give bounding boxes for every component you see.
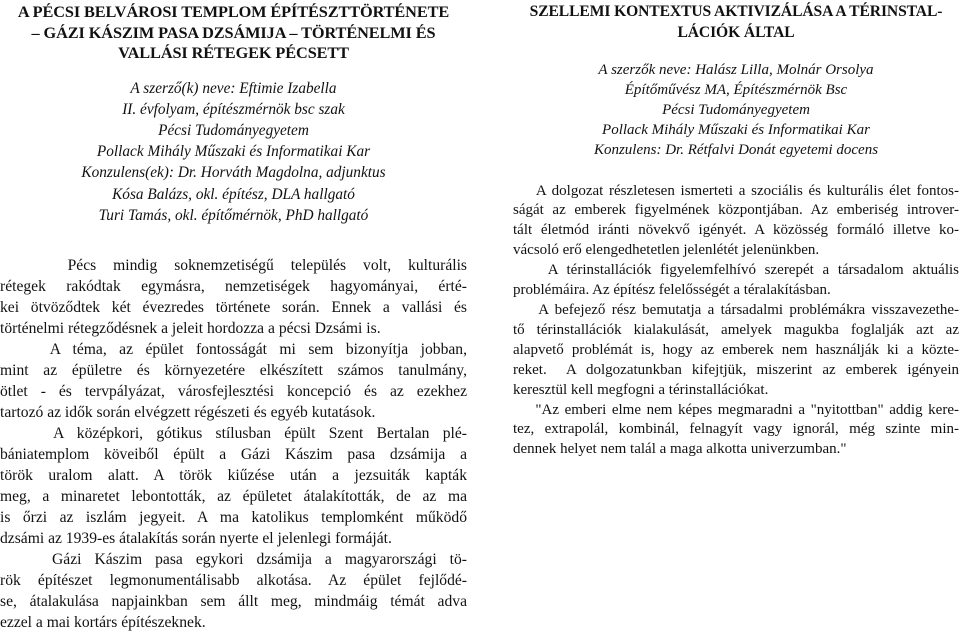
left-paragraph-line: török uralom alatt. A török kiűzése után a jezsuiták kapták — [0, 466, 467, 484]
right-paragraph-line: "Az emberi elme nem képes megmaradni a "nyitottban" addig kere- — [513, 401, 959, 418]
left-paragraph-line: is őrzi az iszlám jegyeit. A ma katolikus templomként működő — [0, 508, 467, 526]
right-author-line: Pécsi Tudományegyetem — [662, 101, 810, 118]
right-paragraph — [513, 401, 959, 461]
right-author-block — [513, 61, 959, 161]
left-paragraph-line: Pécs mindig soknemzetiségű település volt, kulturális — [0, 256, 467, 274]
right-author-line: Pollack Mihály Műszaki és Informatikai Kar — [602, 121, 870, 138]
left-paragraph-line: ötlet - és tervpályázat, városfejlesztési koncepció és az ezekhez — [0, 382, 467, 400]
right-paragraph-line: A befejező rész bemutatja a társadalmi problémákra visszavezethe- — [513, 301, 959, 318]
right-paragraph-line: A térinstallációk figyelemfelhívó szerepét a társadalom aktuális — [513, 262, 959, 279]
left-paragraph — [0, 549, 467, 633]
left-author-line: Konzulens(ek): Dr. Horváth Magdolna, adjunktus — [81, 164, 386, 182]
left-author-line: Pécsi Tudományegyetem — [158, 121, 309, 139]
left-paragraph — [0, 423, 467, 549]
right-article — [513, 2, 959, 460]
left-article-body — [0, 255, 467, 633]
left-paragraph-line: kei ötvöződtek két évezredes története során. Ennek a vallási és — [0, 298, 467, 316]
left-paragraph-line: A középkori, gótikus stílusban épült Szent Bertalan plé- — [0, 424, 467, 442]
right-paragraph-line: dennek helyet nem talál a maga alkotta univerzumban." — [513, 441, 847, 458]
right-paragraph-line: ságát az emberek figyelmének központjában. Az emberiség introver- — [513, 202, 959, 219]
left-title-line: A PÉCSI BELVÁROSI TEMPLOM ÉPÍTÉSZTTÖRTÉNETE — [17, 2, 450, 21]
right-paragraph — [513, 301, 959, 401]
left-author-block — [0, 78, 467, 226]
left-paragraph — [0, 339, 467, 423]
left-article-title — [0, 2, 467, 64]
right-paragraph-line: vácsoló erő elengedhetetlen jelenlétét jelenünkben. — [513, 242, 820, 259]
left-paragraph-line: rétegek rakódtak egymásra, nemzetiségek hagyományai, érté- — [0, 277, 467, 295]
left-paragraph-line: dzsámi az 1939-es átalakítás során nyerte el jelenlegi formáját. — [0, 529, 392, 547]
left-paragraph-line: tartozó az idők során elvégzett régészeti és egyéb kutatások. — [0, 403, 376, 421]
left-paragraph-line: bániatemplom köveiből épült a Gázi Kászim pasa dzsámija a — [0, 445, 467, 463]
left-paragraph-line: mint az épületre és környezetére elkészített számos tanulmány, — [0, 361, 467, 379]
right-paragraph-line: keresztül kell megfogni a térinstallációkat. — [513, 381, 769, 398]
right-title-line: LÁCIÓK ÁLTAL — [677, 23, 795, 41]
left-paragraph-line: se, átalakulása napjainkban sem állt meg, mindmáig témát adva — [0, 592, 467, 610]
left-article — [0, 2, 467, 633]
right-article-title — [513, 2, 959, 43]
left-paragraph-line: történelmi rétegződésnek a jeleit hordozza a pécsi Dzsámi is. — [0, 319, 381, 337]
right-paragraph-line: tő térinstallációk kialakulását, amelyek magukba foglalják azt az — [513, 321, 959, 338]
left-title-line: VALLÁSI RÉTEGEK PÉCSETT — [118, 43, 349, 62]
right-author-line: A szerzők neve: Halász Lilla, Molnár Orsolya — [598, 62, 874, 78]
left-author-line: II. évfolyam, építészmérnök bsc szak — [122, 100, 345, 118]
left-paragraph-line: meg, a minaretet lebontották, az épületet átalakították, de az ma — [0, 487, 467, 505]
right-paragraph-line: alapvető problémát is, hogy az emberek nem használják ki a közte- — [513, 341, 959, 358]
left-author-line: Kósa Balázs, okl. építész, DLA hallgató — [112, 185, 355, 203]
left-paragraph — [0, 255, 467, 339]
left-paragraph-line: Gázi Kászim pasa egykori dzsámija a magyarországi tö- — [0, 550, 467, 568]
right-paragraph-line: A dolgozat részletesen ismerteti a szociális és kulturális élet fontos- — [513, 182, 959, 199]
left-author-line: Turi Tamás, okl. építőmérnök, PhD hallgató — [98, 206, 369, 224]
left-author-line: Pollack Mihály Műszaki és Informatikai Kar — [96, 143, 371, 161]
right-author-line: Konzulens: Dr. Rétfalvi Donát egyetemi docens — [593, 141, 879, 158]
left-paragraph-line: rök építészet legmonumentálisabb alkotása. Az épület fejlődé- — [0, 571, 467, 589]
right-paragraph-line: tált életmód iránti növekvő igényét. A közösség formáló illetve ko- — [513, 222, 959, 239]
right-paragraph-line: tez, extrapolál, kombinál, felnagyít vagy ignorál, még szinte min- — [513, 421, 959, 438]
left-title-line: – GÁZI KÁSZIM PASA DZSÁMIJA – TÖRTÉNELMI ÉS — [31, 22, 436, 42]
left-paragraph-line: ezzel a mai kortárs építészeknek. — [0, 613, 206, 631]
right-title-line: SZELLEMI KONTEXTUS AKTIVIZÁLÁSA A TÉRINSTAL- — [529, 3, 943, 20]
right-paragraph — [513, 182, 959, 262]
right-paragraph — [513, 261, 959, 301]
left-paragraph-line: A téma, az épület fontosságát mi sem bizonyítja jobban, — [0, 340, 467, 358]
left-author-line: A szerző(k) neve: Eftimie Izabella — [130, 79, 337, 97]
right-article-body — [513, 182, 959, 461]
right-paragraph-line: reket. A dolgozatunkban kifejtjük, miszerint az emberek igényein — [513, 361, 959, 378]
right-author-line: Építőművész MA, Építészmérnök Bsc — [624, 81, 848, 98]
right-paragraph-line: problémáira. Az építész felelősségét a téralakításban. — [513, 282, 831, 299]
